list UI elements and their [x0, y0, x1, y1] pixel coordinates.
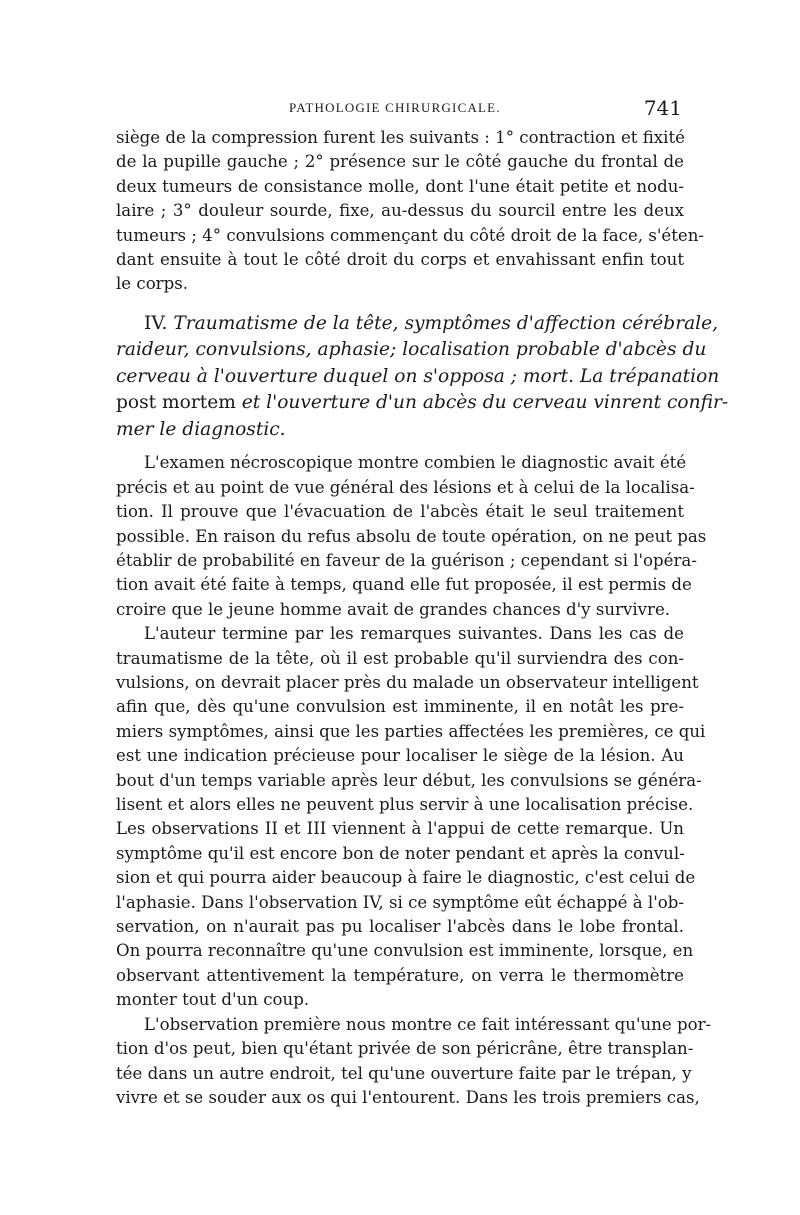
running-head [116, 96, 684, 126]
text-line: lisent et alors elles ne peuvent plus servir à une localisation précise. [116, 795, 694, 815]
observation-heading-line: mer le diagnostic. [116, 418, 286, 440]
text-line: afin que, dès qu'une convulsion est imminente, il en notât les pre- [116, 697, 684, 717]
text-line: tumeurs ; 4° convulsions commençant du côté droit de la face, s'éten- [116, 225, 705, 245]
text-line: tion avait été faite à temps, quand elle fut proposée, il est permis de [116, 575, 692, 595]
paragraph-observation-premiere [116, 1013, 712, 1111]
text-line: croire que le jeune homme avait de grandes chances d'y survivre. [116, 599, 671, 619]
text-line: siège de la compression furent les suivants : 1° contraction et fixité [116, 128, 685, 147]
text-line: précis et au point de vue général des lésions et à celui de la localisa- [116, 477, 695, 497]
body-text [116, 126, 729, 1110]
page-number: 741 [643, 96, 682, 120]
text-line: L'observation première nous montre ce fait intéressant qu'une por- [144, 1014, 712, 1034]
text-line: l'aphasie. Dans l'observation IV, si ce symptôme eût échappé à l'ob- [116, 892, 684, 912]
text-line: possible. En raison du refus absolu de toute opération, on ne peut pas [116, 526, 707, 546]
observation-title-part: et l'ouverture d'un abcès du cerveau vinrent confir- [241, 392, 729, 414]
text-line: L'auteur termine par les remarques suivantes. Dans les cas de [144, 624, 684, 644]
observation-heading-line: cerveau à l'ouverture duquel on s'opposa ; mort. La trépanation [116, 365, 720, 387]
text-line: bout d'un temps variable après leur début, les convulsions se généra- [116, 770, 702, 790]
text-line: laire ; 3° douleur sourde, fixe, au-dessus du sourcil entre les deux [116, 201, 684, 221]
text-line: dant ensuite à tout le côté droit du corps et envahissant enfin tout [116, 250, 684, 270]
text-line: établir de probabilité en faveur de la guérison ; cependant si l'opéra- [116, 550, 697, 570]
observation-numeral: IV. [144, 312, 168, 334]
running-title: PATHOLOGIE CHIRURGICALE. [289, 100, 501, 115]
text-line: tion. Il prouve que l'évacuation de l'abcès était le seul traitement [116, 502, 684, 522]
text-line: L'examen nécroscopique montre combien le diagnostic avait été [144, 453, 687, 473]
paragraph-examen [116, 451, 707, 622]
text-line: tée dans un autre endroit, tel qu'une ouverture faite par le trépan, y [116, 1063, 692, 1083]
text-line: symptôme qu'il est encore bon de noter pendant et après la convul- [116, 843, 685, 863]
text-line: servation, on n'aurait pas pu localiser l'abcès dans le lobe frontal. [116, 917, 684, 937]
observation-roman-text: post mortem [116, 392, 236, 414]
text-line: le corps. [116, 274, 189, 294]
observation-title-part: Traumatisme de la tête, symptômes d'affection cérébrale, [173, 312, 719, 334]
text-line: vivre et se souder aux os qui l'entourent. Dans les trois premiers cas, [116, 1087, 700, 1107]
text-line: On pourra reconnaître qu'une convulsion est imminente, lorsque, en [116, 941, 694, 961]
text-line: est une indication précieuse pour localiser le siège de la lésion. Au [116, 746, 684, 766]
text-line: miers symptômes, ainsi que les parties affectées les premières, ce qui [116, 721, 706, 741]
observation-heading-line [116, 311, 719, 338]
text-line: de la pupille gauche ; 2° présence sur le côté gauche du frontal de [116, 152, 684, 172]
text-line: traumatisme de la tête, où il est probable qu'il surviendra des con- [116, 648, 684, 668]
text-line: tion d'os peut, bien qu'étant privée de son péricrâne, être transplan- [116, 1039, 694, 1059]
paragraph-remarques [116, 622, 706, 1013]
text-line: observant attentivement la température, on verra le thermomètre [116, 965, 684, 985]
text-line: deux tumeurs de consistance molle, dont l'une était petite et nodu- [116, 176, 684, 196]
text-line: Les observations II et III viennent à l'appui de cette remarque. Un [116, 819, 684, 839]
observation-heading-line: raideur, convulsions, aphasie; localisation probable d'abcès du [116, 339, 707, 361]
observation-heading [116, 311, 729, 444]
book-page [116, 96, 729, 1110]
text-line: sion et qui pourra aider beaucoup à faire le diagnostic, c'est celui de [116, 868, 696, 888]
observation-heading-line [116, 390, 729, 417]
text-line: monter tout d'un coup. [116, 990, 310, 1010]
paragraph-continuation [116, 126, 705, 297]
text-line: vulsions, on devrait placer près du malade un observateur intelligent [116, 673, 699, 692]
